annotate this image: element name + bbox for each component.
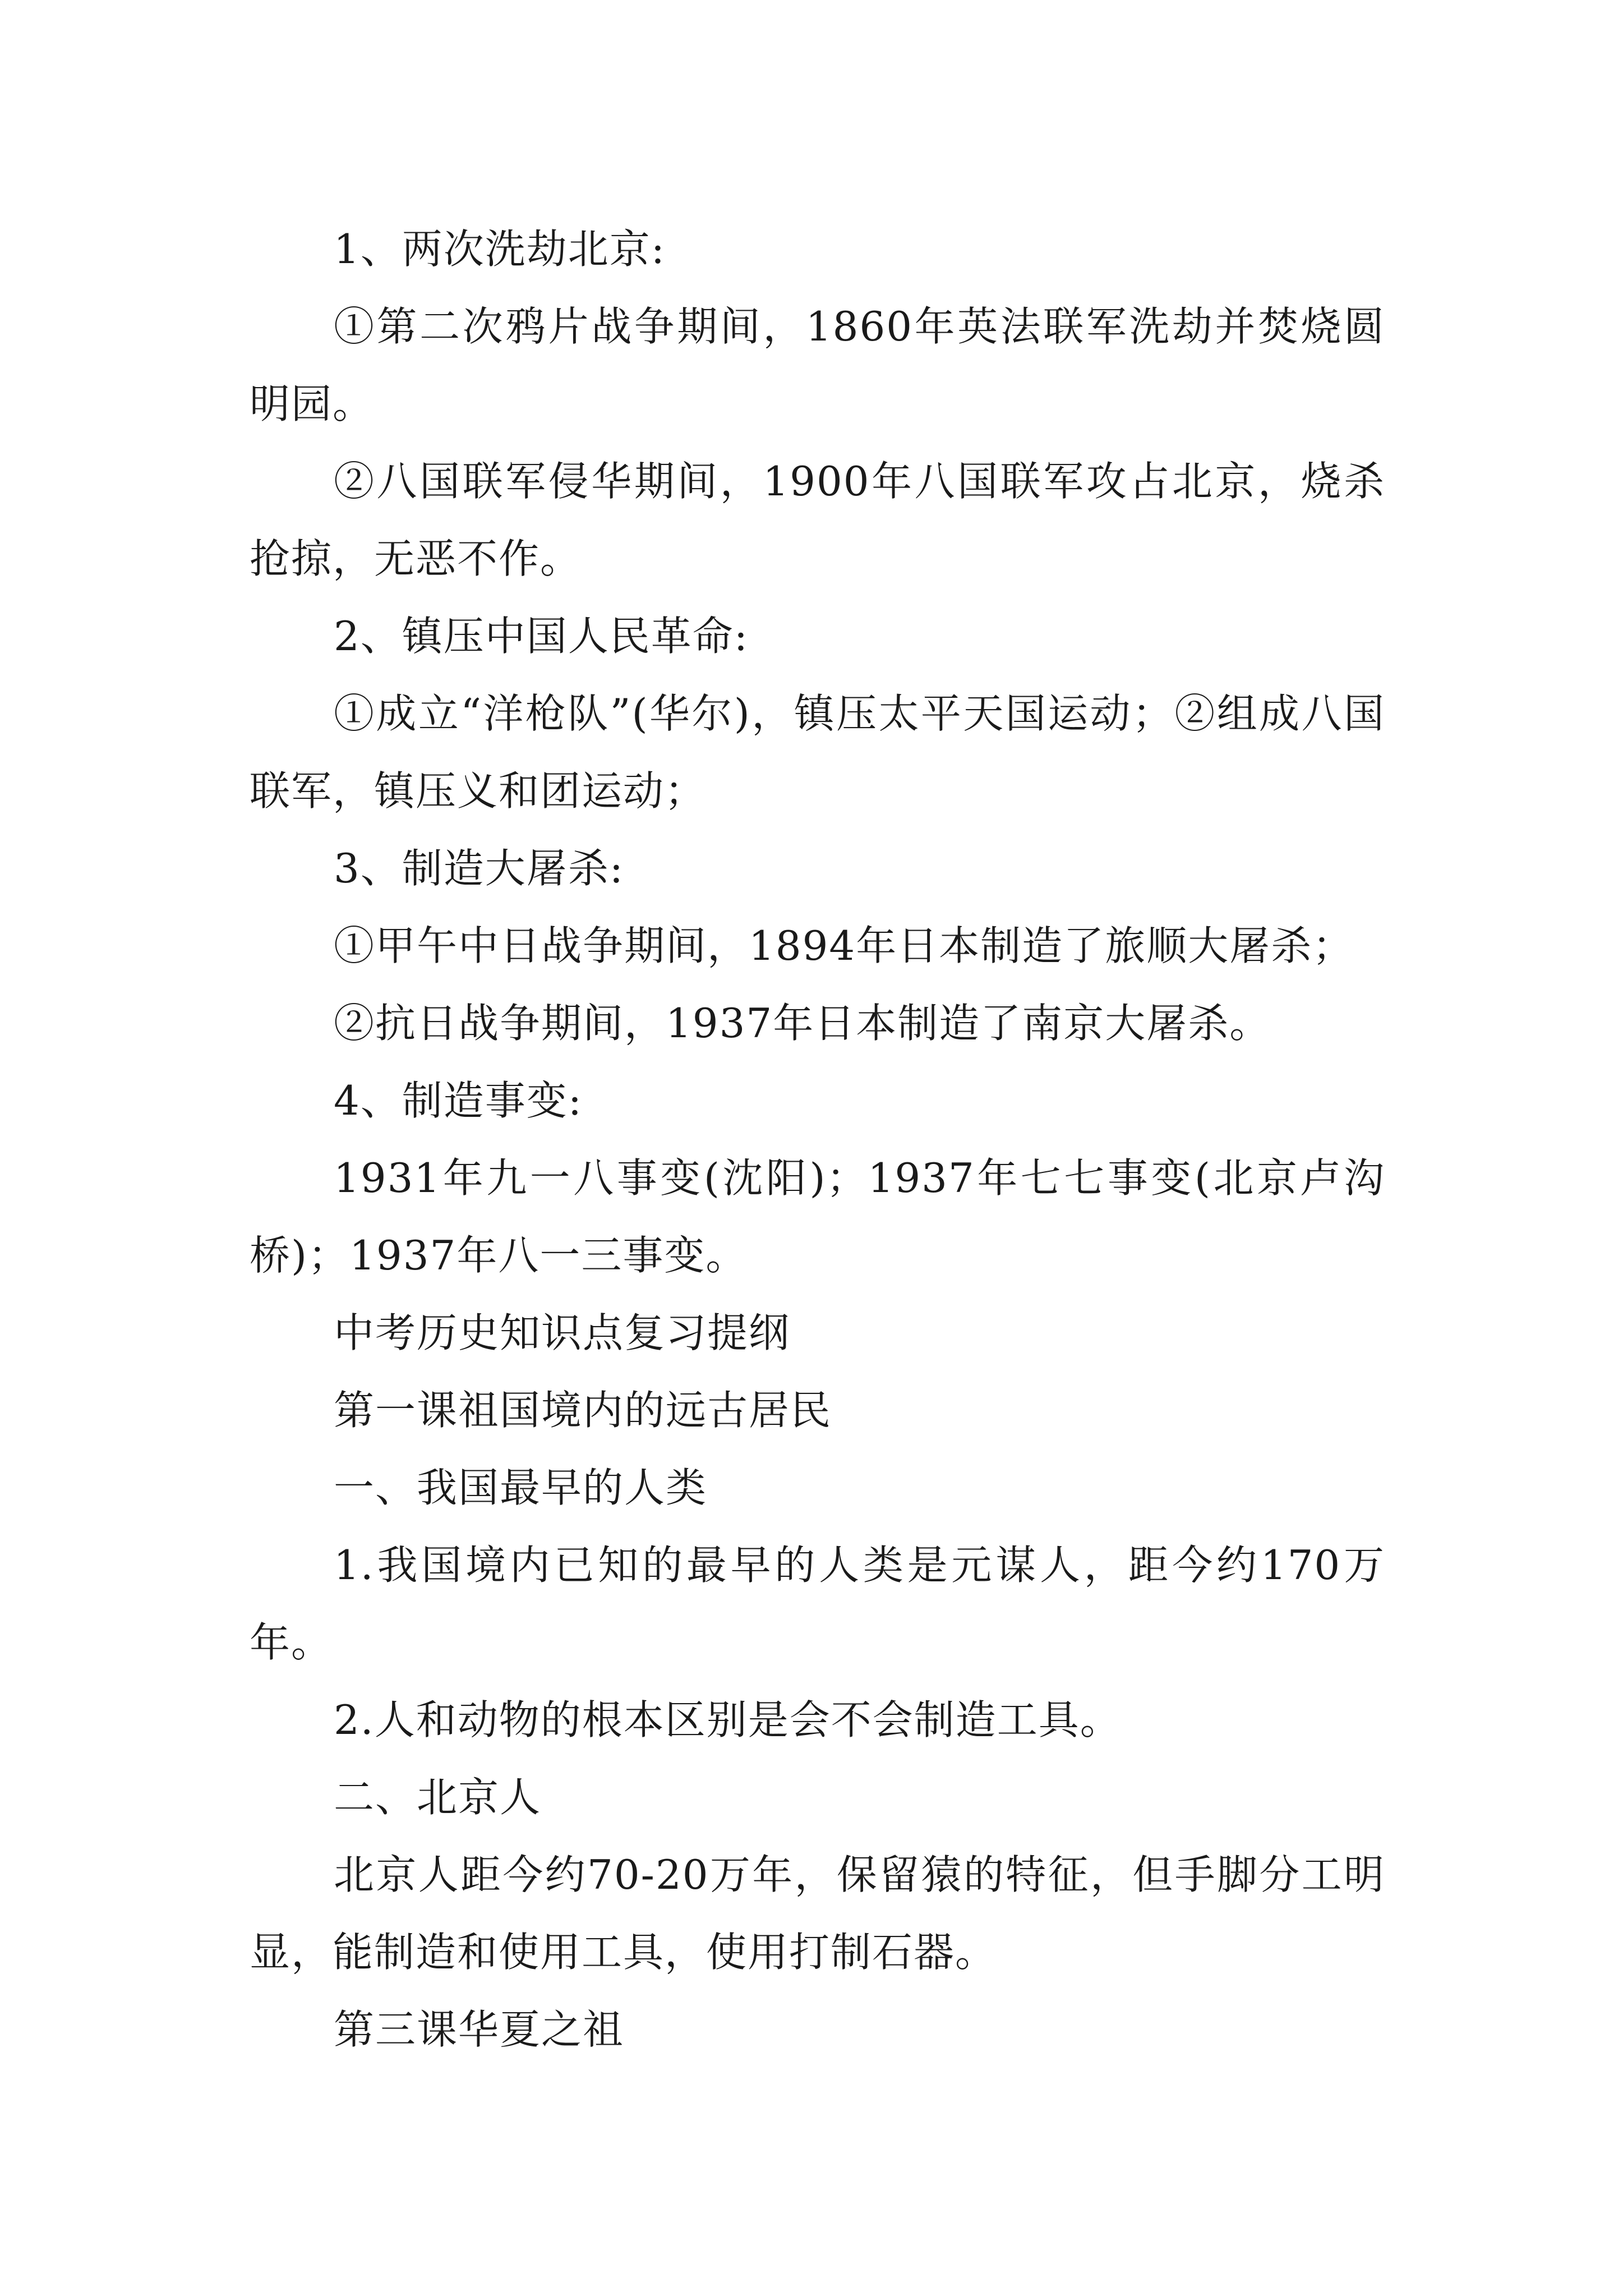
paragraph-tool-making: 2.人和动物的根本区别是会不会制造工具。 (334, 1696, 1122, 1743)
document-body (250, 210, 1385, 2068)
paragraph-lushun-massacre: ①甲午中日战争期间，1894年日本制造了旅顺大屠杀； (334, 922, 1354, 969)
paragraph-1900-eight-nation: ②八国联军侵华期间，1900年八国联军攻占北京，烧杀抢掠，无恶不作。 (250, 458, 1385, 582)
heading-earliest-humans: 一、我国最早的人类 (334, 1464, 708, 1511)
heading-suppress-revolution: 2、镇压中国人民革命: (334, 613, 749, 660)
heading-massacres: 3、制造大屠杀: (334, 845, 625, 892)
heading-peking-man: 二、北京人 (334, 1774, 542, 1821)
heading-plunder-beijing: 1、两次洗劫北京: (334, 226, 666, 273)
heading-incidents: 4、制造事变: (334, 1077, 583, 1124)
paragraph-nanjing-massacre: ②抗日战争期间，1937年日本制造了南京大屠杀。 (334, 1000, 1271, 1047)
section-title-review-outline: 中考历史知识点复习提纲 (334, 1309, 791, 1356)
paragraph-incidents-list: 1931年九一八事变(沈阳)；1937年七七事变(北京卢沟桥)；1937年八一三事变。 (250, 1154, 1385, 1279)
lesson-title-3: 第三课华夏之祖 (334, 2006, 625, 2053)
paragraph-suppress-movements: ①成立“洋枪队”(华尔)，镇压太平天国运动；②组成八国联军，镇压义和团运动； (250, 690, 1385, 815)
paragraph-peking-man: 北京人距今约70-20万年，保留猿的特征，但手脚分工明显，能制造和使用工具，使用打制石器。 (250, 1851, 1385, 1976)
lesson-title-1: 第一课祖国境内的远古居民 (334, 1387, 832, 1434)
paragraph-1860-yuanmingyuan: ①第二次鸦片战争期间，1860年英法联军洗劫并焚烧圆明园。 (250, 303, 1385, 427)
paragraph-yuanmou-man: 1.我国境内已知的最早的人类是元谋人，距今约170万年。 (250, 1542, 1385, 1666)
